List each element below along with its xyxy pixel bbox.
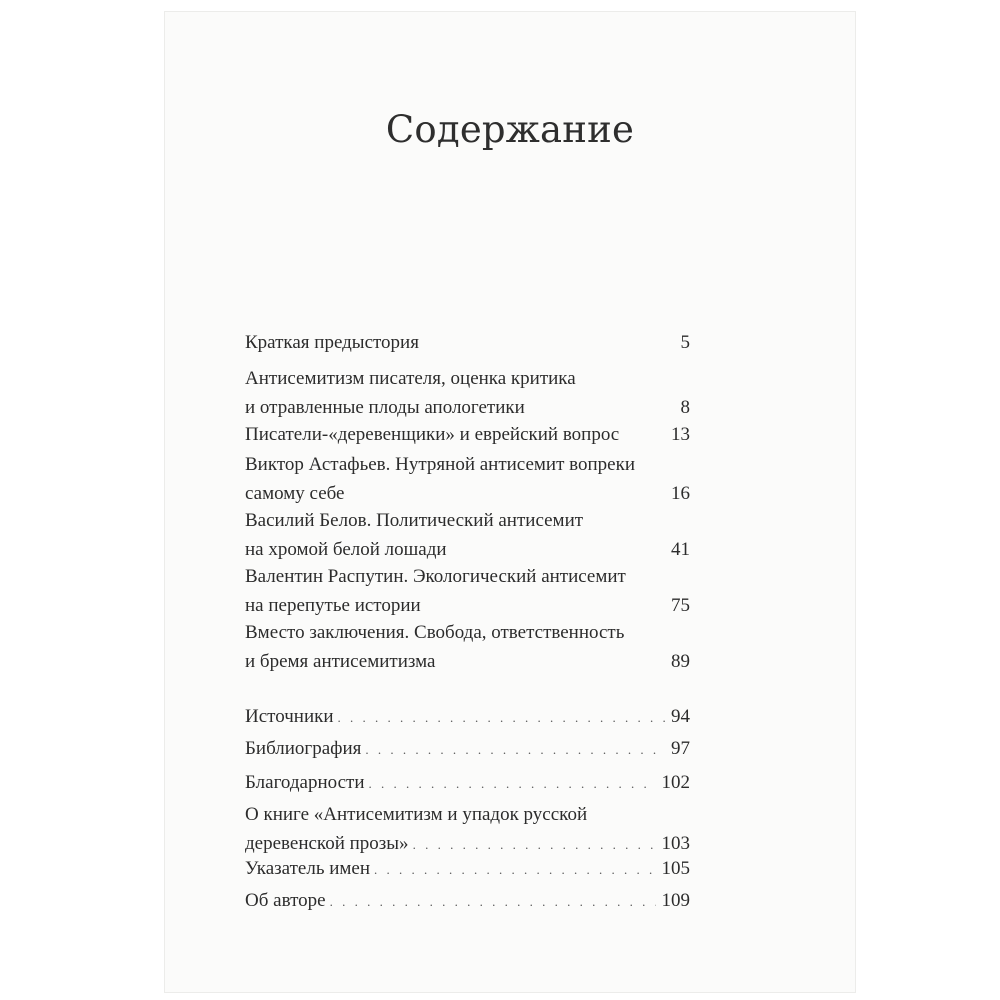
toc-page-number: 8 <box>680 397 690 418</box>
toc-entry-last-line <box>245 420 690 449</box>
toc-entry-last-line <box>245 479 690 508</box>
toc-entry-line: О книге «Антисемитизм и упадок русской <box>245 804 588 825</box>
toc-page-number: 16 <box>671 483 690 504</box>
toc-entry <box>245 328 690 357</box>
dot-leader <box>369 769 656 798</box>
toc-page-number: 97 <box>671 738 690 759</box>
toc-entry <box>245 364 690 422</box>
toc-entry-title: Об авторе <box>245 890 326 911</box>
toc-entry-last-line <box>245 734 690 763</box>
toc-entry <box>245 562 690 620</box>
toc-entry-line: Валентин Распутин. Экологический антисемит <box>245 566 626 587</box>
page-title: Содержание <box>385 108 635 151</box>
toc-entry <box>245 768 690 797</box>
toc-page-number: 105 <box>661 858 690 879</box>
toc-entry-last-line <box>245 328 690 357</box>
toc-entry-last-line <box>245 886 690 915</box>
toc-page-number: 94 <box>671 706 690 727</box>
book-page <box>165 12 855 992</box>
toc-entry <box>245 450 690 508</box>
toc-page-number: 75 <box>671 595 690 616</box>
toc-entry-last-line <box>245 393 690 422</box>
toc-entry <box>245 886 690 915</box>
toc-entry-last-line <box>245 647 690 676</box>
toc-entry-title: Библиография <box>245 738 362 759</box>
toc-entry <box>245 800 690 858</box>
toc-entry <box>245 618 690 676</box>
toc-entry-last-line <box>245 535 690 564</box>
dot-leader <box>330 887 656 916</box>
toc-page-number: 13 <box>671 424 690 445</box>
toc-entry-title: Благодарности <box>245 772 365 793</box>
toc-entry-last-line <box>245 702 690 731</box>
toc-entry-title: и бремя антисемитизма <box>245 651 436 672</box>
toc-entry-last-line <box>245 854 690 883</box>
toc-page-number: 89 <box>671 651 690 672</box>
toc-page-number: 103 <box>661 833 690 854</box>
dot-leader <box>338 703 665 732</box>
toc-entry-line: Виктор Астафьев. Нутряной антисемит вопреки <box>245 454 635 475</box>
toc-entry-title: Указатель имен <box>245 858 371 879</box>
toc-page-number: 5 <box>680 332 690 353</box>
toc-page-number: 41 <box>671 539 690 560</box>
toc-entry-title: Краткая предыстория <box>245 332 419 353</box>
toc-entry-title: на перепутье истории <box>245 595 421 616</box>
toc-entry-title: и отравленные плоды апологетики <box>245 397 525 418</box>
toc-entry-last-line <box>245 768 690 797</box>
toc-entry-title: Источники <box>245 706 334 727</box>
toc-entry <box>245 854 690 883</box>
toc-entry-line: Василий Белов. Политический антисемит <box>245 510 584 531</box>
dot-leader <box>374 855 655 884</box>
toc-entry-title: на хромой белой лошади <box>245 539 447 560</box>
toc-entry-title: самому себе <box>245 483 345 504</box>
dot-leader <box>365 735 665 764</box>
toc-page-number: 109 <box>661 890 690 911</box>
toc-entry-title: деревенской прозы» <box>245 833 409 854</box>
toc-entry-title: Писатели-«деревенщики» и еврейский вопрос <box>245 424 620 445</box>
toc-page-number: 102 <box>661 772 690 793</box>
toc-entry-line: Антисемитизм писателя, оценка критика <box>245 368 576 389</box>
toc-entry-last-line <box>245 591 690 620</box>
toc-entry <box>245 420 690 449</box>
toc-entry <box>245 734 690 763</box>
toc-entry <box>245 506 690 564</box>
toc-entry <box>245 702 690 731</box>
toc-entry-line: Вместо заключения. Свобода, ответственность <box>245 622 625 643</box>
